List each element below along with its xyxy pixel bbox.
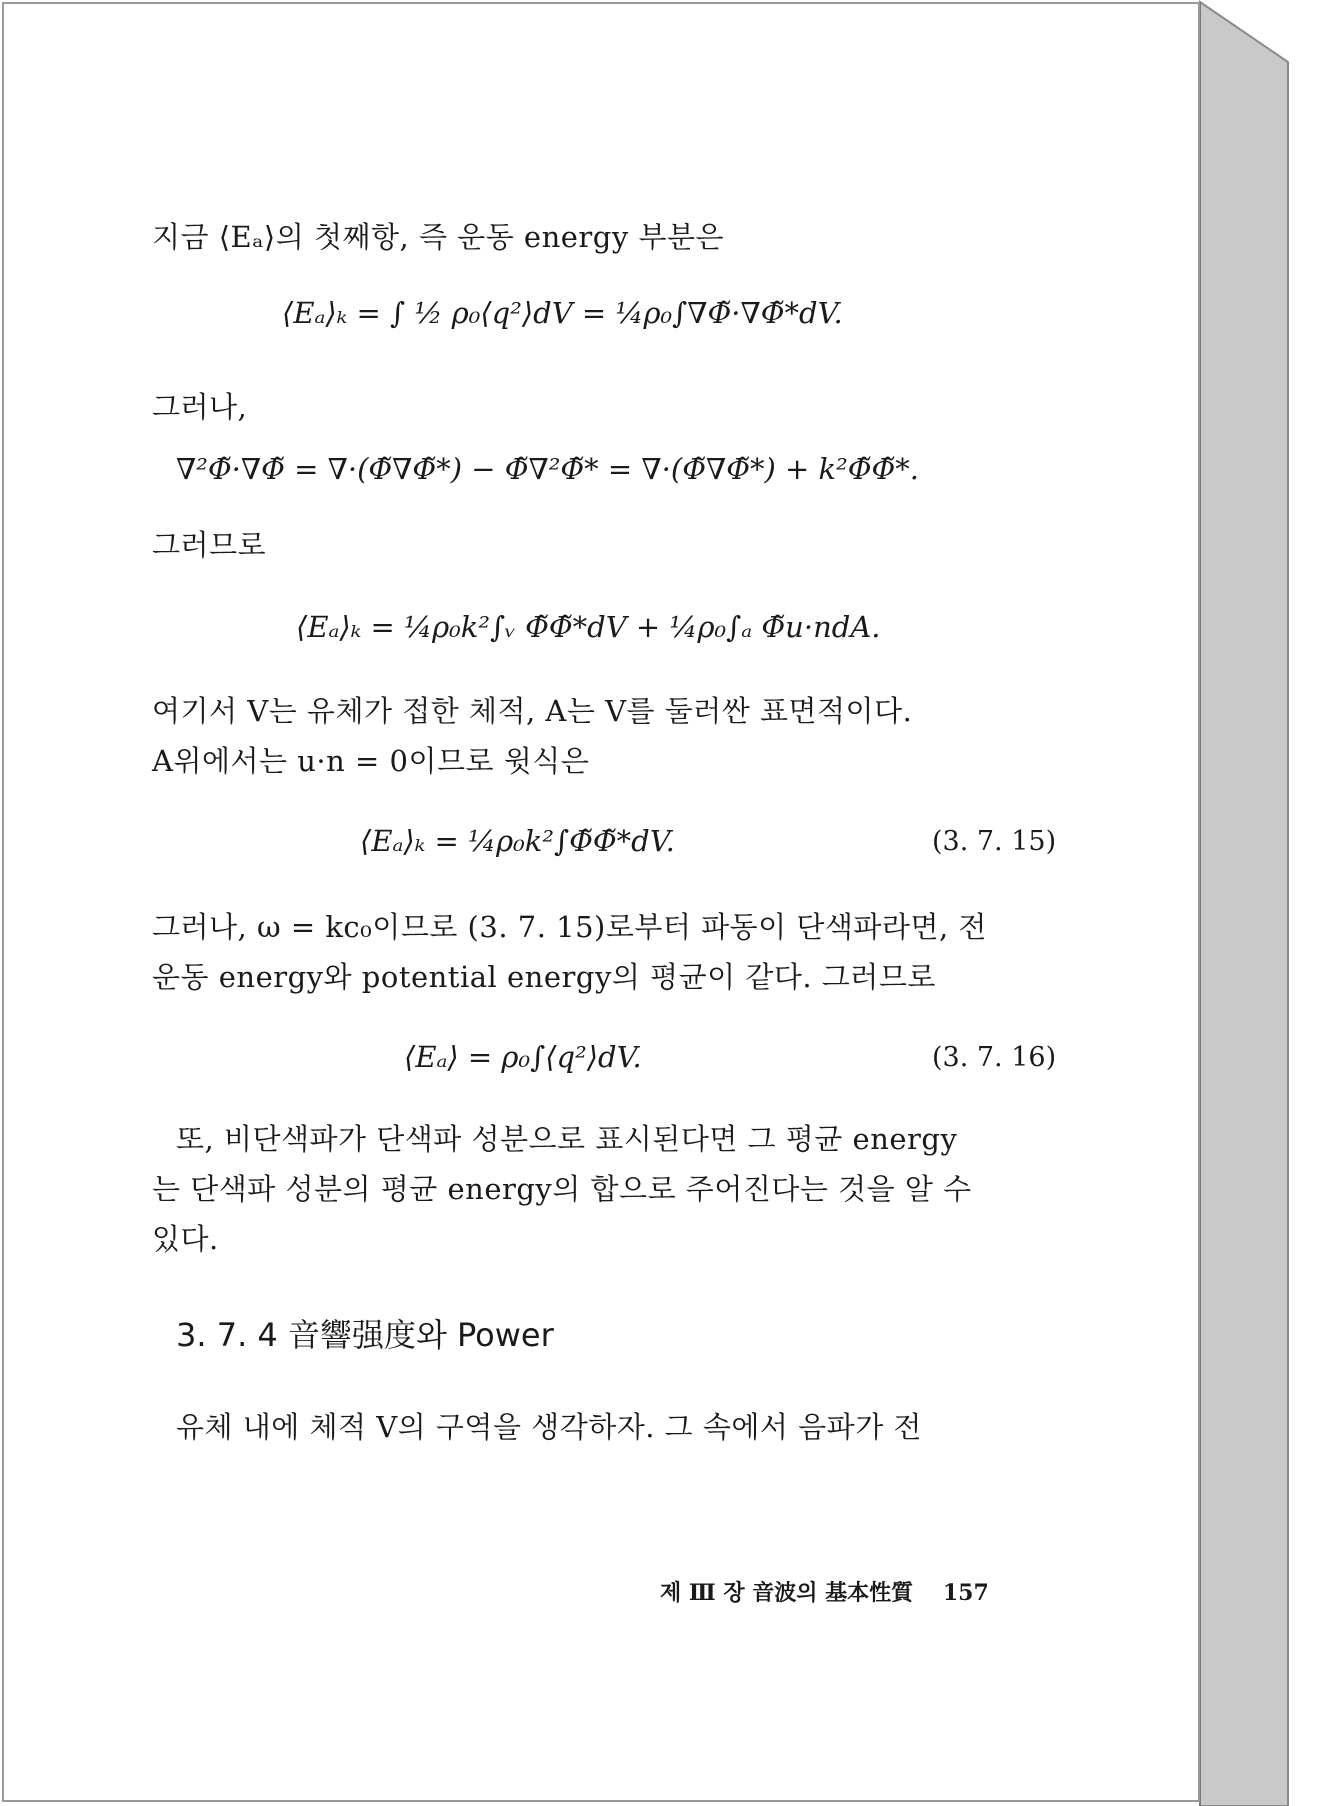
paragraph-however: 그러나,	[152, 390, 248, 424]
paragraph-line: 운동 energy와 potential energy의 평균이 같다. 그러므로	[152, 960, 936, 994]
paragraph-intensity-intro: 유체 내에 체적 V의 구역을 생각하자. 그 속에서 음파가 전	[176, 1410, 922, 1444]
paragraph-line: 여기서 V는 유체가 접한 체적, A는 V를 둘러싼 표면적이다.	[152, 694, 913, 728]
chapter-title: 제 Ⅲ 장 音波의 基本性質	[660, 1580, 914, 1606]
equation-kinetic-energy: ⟨Eₐ⟩ₖ = ∫ ½ ρ₀⟨q²⟩dV = ¼ρ₀∫∇Φ̃·∇Φ̃*dV.	[282, 296, 843, 330]
paragraph-line: 그러나, ω = kc₀이므로 (3. 7. 15)로부터 파동이 단색파라면, 전	[152, 910, 987, 944]
equation-3-7-15: ⟨Eₐ⟩ₖ = ¼ρ₀k²∫Φ̃Φ̃*dV.	[360, 824, 675, 858]
paragraph-line: 는 단색파 성분의 평균 energy의 합으로 주어진다는 것을 알 수	[152, 1172, 972, 1206]
book-page	[2, 2, 1200, 1802]
page-number: 157	[942, 1580, 989, 1606]
paragraph-monochromatic	[152, 902, 1052, 1002]
equation-number-3-7-15: (3. 7. 15)	[932, 826, 1057, 857]
equation-identity: ∇²Φ̃·∇Φ̃ = ∇·(Φ̃∇Φ̃*) − Φ̃∇²Φ̃* = ∇·(Φ̃∇Φ̃*) + k²Φ̃Φ̃*.	[176, 452, 920, 486]
equation-number-3-7-16: (3. 7. 16)	[932, 1042, 1057, 1073]
paragraph-line: 또, 비단색파가 단색파 성분으로 표시된다면 그 평균 energy	[176, 1122, 958, 1156]
equation-3-7-16: ⟨Eₐ⟩ = ρ₀∫⟨q²⟩dV.	[404, 1040, 642, 1074]
paragraph-non-monochromatic	[152, 1114, 1052, 1264]
paragraph-volume-definition	[152, 686, 1052, 786]
paragraph-line: 있다.	[152, 1222, 219, 1256]
section-heading: 3. 7. 4 音響强度와 Power	[176, 1316, 554, 1354]
paragraph-therefore: 그러므로	[152, 528, 267, 562]
page-footer	[660, 1576, 989, 1607]
equation-kinetic-split: ⟨Eₐ⟩ₖ = ¼ρ₀k²∫ᵥ Φ̃Φ̃*dV + ¼ρ₀∫ₐ Φ̃u·ndA.	[296, 610, 881, 644]
paragraph-line: A위에서는 u·n = 0이므로 윗식은	[152, 744, 590, 778]
paragraph-kinetic-intro: 지금 ⟨Eₐ⟩의 첫째항, 즉 운동 energy 부분은	[152, 220, 724, 254]
